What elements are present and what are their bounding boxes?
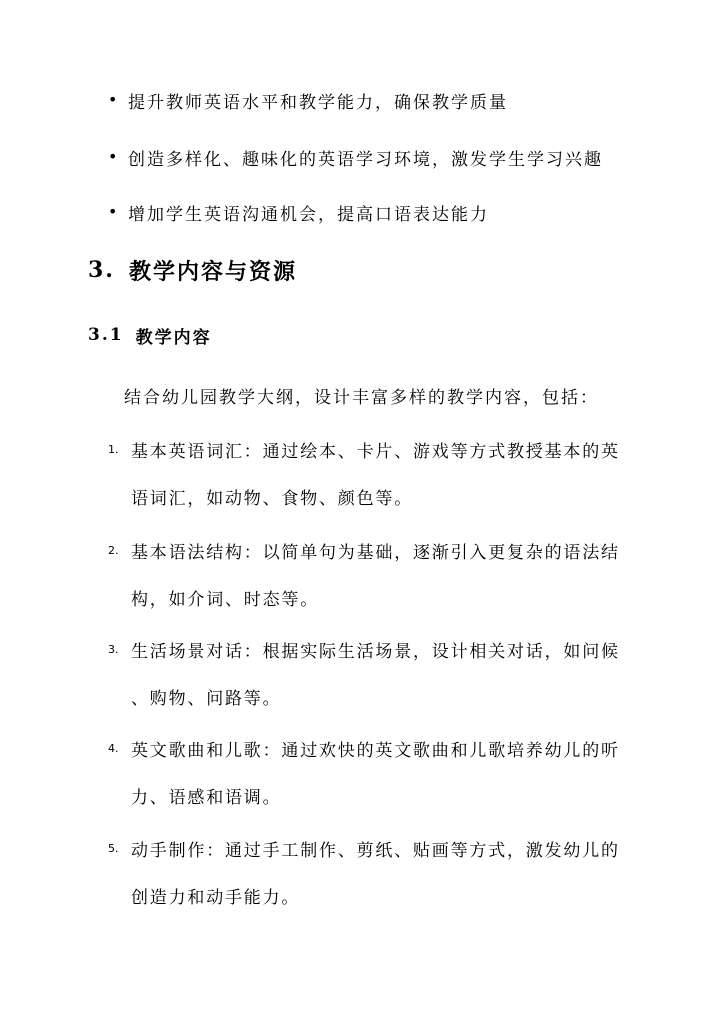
bullet-icon: • — [108, 90, 118, 109]
bullet-text: 创造多样化、趣味化的英语学习环境，激发学生学习兴趣 — [128, 149, 603, 170]
list-text-line2: 语词汇，如动物、食物、颜色等。 — [131, 488, 413, 509]
bullet-item — [108, 142, 603, 172]
list-item — [108, 833, 628, 910]
bullet-item — [108, 197, 489, 227]
bullet-text: 提升教师英语水平和教学能力，确保教学质量 — [128, 92, 508, 113]
bullet-item — [108, 85, 508, 115]
list-number: 4. — [108, 741, 119, 755]
list-text-line2: 创造力和动手能力。 — [131, 887, 301, 908]
list-item — [108, 634, 628, 711]
section-heading — [88, 252, 297, 288]
list-item — [108, 434, 628, 511]
list-text-line1: 生活场景对话：根据实际生活场景，设计相关对话，如问候 — [131, 641, 620, 662]
list-item — [108, 535, 628, 612]
list-text-line1: 英文歌曲和儿歌：通过欢快的英文歌曲和儿歌培养幼儿的听 — [131, 740, 620, 761]
subsection-heading — [88, 321, 212, 349]
intro-paragraph: 结合幼儿园教学大纲，设计丰富多样的教学内容，包括： — [124, 387, 599, 408]
bullet-icon: • — [108, 202, 118, 221]
list-number: 5. — [108, 841, 119, 855]
list-text-line1: 基本语法结构：以简单句为基础，逐渐引入更复杂的语法结 — [131, 542, 620, 563]
list-text-line2: 、购物、问路等。 — [131, 688, 282, 709]
subsection-number: 3.1 — [88, 325, 124, 345]
list-number: 1. — [108, 442, 119, 456]
list-text-line1: 动手制作：通过手工制作、剪纸、贴画等方式，激发幼儿的 — [131, 840, 620, 861]
list-number: 3. — [108, 642, 119, 656]
bullet-text: 增加学生英语沟通机会，提高口语表达能力 — [128, 204, 489, 225]
subsection-title: 教学内容 — [135, 327, 212, 348]
bullet-icon: • — [108, 147, 118, 166]
list-item — [108, 733, 628, 810]
section-title: 教学内容与资源 — [128, 258, 297, 285]
section-number: 3. — [88, 257, 115, 283]
list-text-line2: 构，如介词、时态等。 — [131, 589, 319, 610]
list-text-line1: 基本英语词汇：通过绘本、卡片、游戏等方式教授基本的英 — [131, 441, 620, 462]
list-text-line2: 力、语感和语调。 — [131, 787, 282, 808]
list-number: 2. — [108, 543, 119, 557]
